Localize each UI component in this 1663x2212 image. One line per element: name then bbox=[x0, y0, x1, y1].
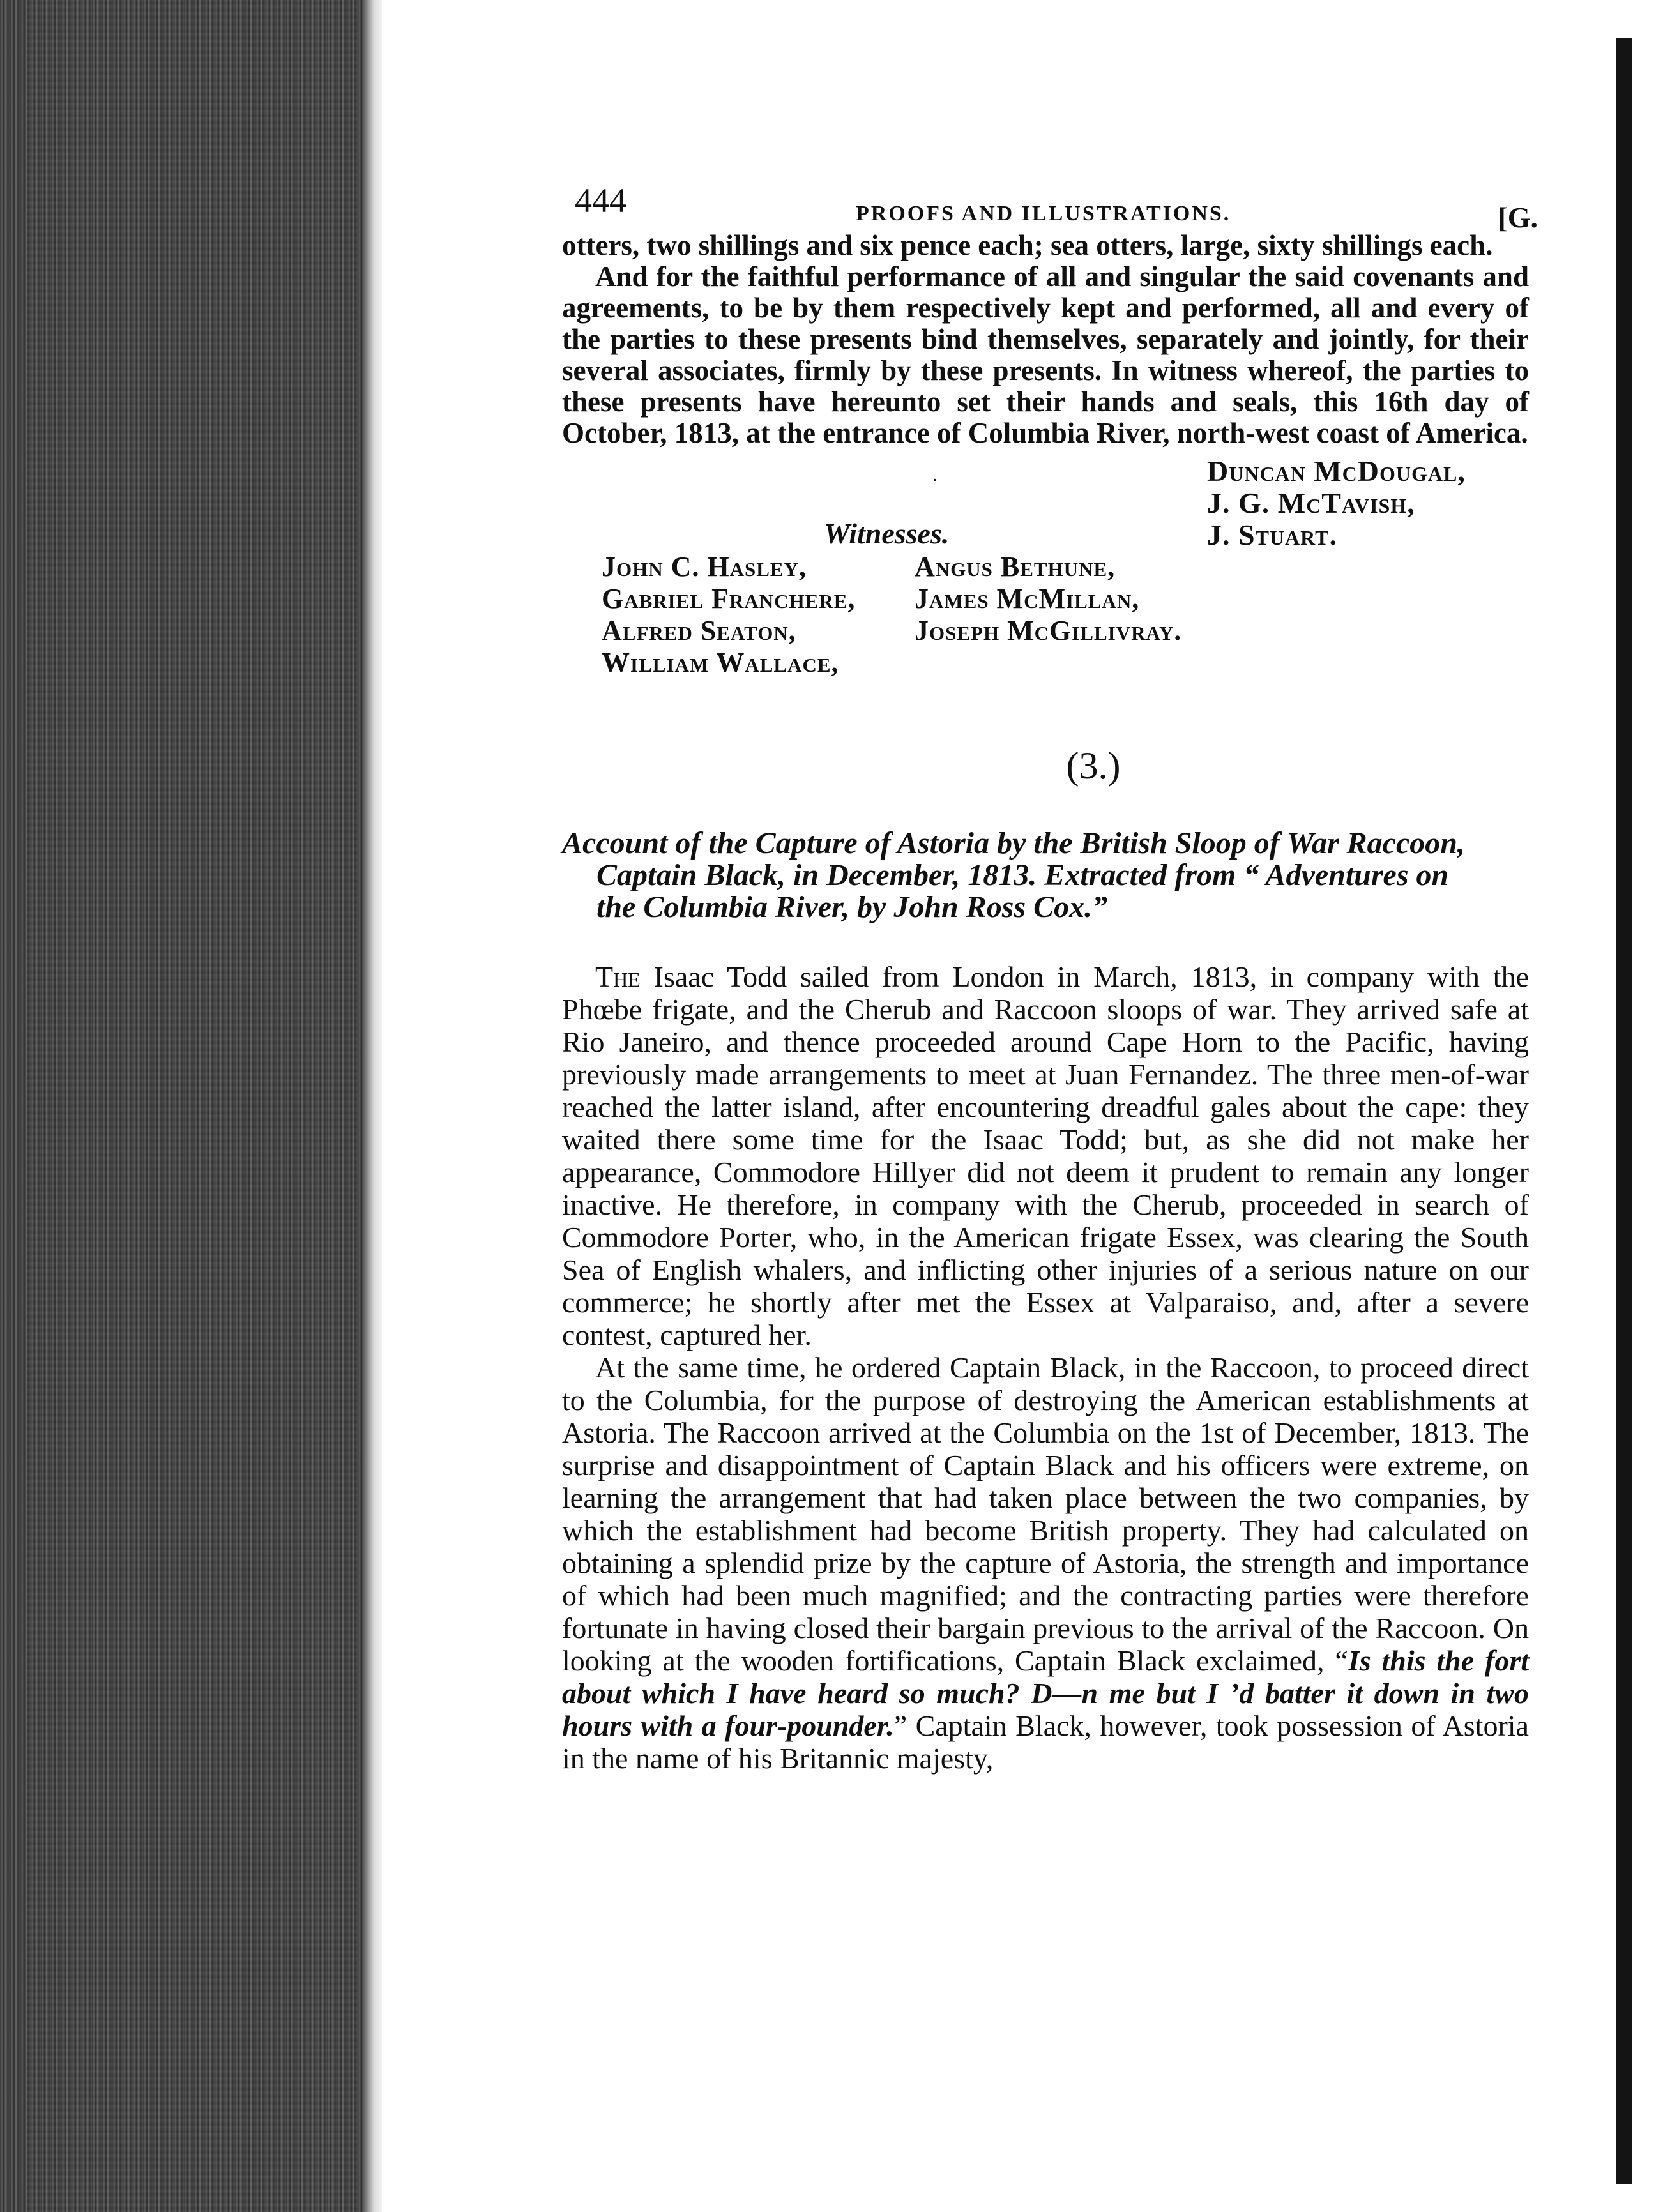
witness: James McMillan, bbox=[915, 583, 1140, 614]
paragraph: The Isaac Todd sailed from London in March, 1813, in company with the Phœbe frigate, and the Cherub and Raccoon sloops of war. They arrived safe at Rio Janeiro, and thence proceeded around Cape Horn to the Pacific, having previously made arrangements to meet at Juan Fernandez. The three men-of-war reached the latter island, after encountering dreadful gales about the cape: they waited there some time for the Isaac Todd; but, as she did not make her appearance, Commodore Hillyer did not deem it prudent to remain any longer inactive. He therefore, in company with the Cherub, proceeded in search of Commodore Porter, who, in the American frigate Essex, was clearing the South Sea of English whalers, and inflicting other injuries of a serious nature on our commerce; he shortly after met the Essex at Valparaiso, and, after a severe contest, captured her. bbox=[562, 960, 1529, 1351]
scan-border bbox=[1593, 0, 1663, 2212]
witness: Joseph McGillivray. bbox=[915, 615, 1182, 646]
section-mark: [G. bbox=[1498, 201, 1538, 234]
agreement-continuation: otters, two shillings and six pence each; sea otters, large, sixty shillings each. bbox=[562, 229, 1493, 261]
witness: Angus Bethune, bbox=[915, 551, 1116, 582]
book-edge bbox=[0, 0, 382, 2212]
page-number: 444 bbox=[575, 181, 626, 220]
witnesses-title: Witnesses. bbox=[824, 517, 950, 550]
book-page bbox=[562, 181, 1538, 1775]
lead-word: The bbox=[595, 960, 641, 993]
witness: Gabriel Franchere, bbox=[602, 583, 856, 614]
section-title bbox=[562, 828, 1529, 923]
witness: William Wallace, bbox=[602, 647, 839, 678]
section-number: (3.) bbox=[1066, 745, 1121, 787]
running-title: PROOFS AND ILLUSTRATIONS. bbox=[856, 202, 1231, 225]
body-text bbox=[562, 960, 1529, 1775]
signatory: J. Stuart. bbox=[1207, 519, 1337, 551]
witness: John C. Hasley, bbox=[602, 551, 807, 582]
page-header bbox=[562, 181, 1538, 234]
signatory: Duncan McDougal, bbox=[1207, 455, 1466, 487]
quotation: Is this the fort about which I have heard so much? D—n me but I ’d batter it down in two hours with a four-pounder. bbox=[562, 1644, 1529, 1742]
section-title-line: Captain Black, in December, 1813. Extracted from “ Adventures on bbox=[596, 858, 1449, 892]
signature-block: . Duncan McDougal, J. G. McTavish, J. Stuart. Witnesses. John C. Hasley, Gabriel Franchere, Alfred Seaton, William Wallace, Angus Bethune, James McMillan, Joseph McGillivray. bbox=[602, 455, 1466, 678]
section-title-line: the Columbia River, by John Ross Cox.” bbox=[596, 890, 1108, 924]
witness: Alfred Seaton, bbox=[602, 615, 796, 646]
signatory: J. G. McTavish, bbox=[1207, 487, 1415, 519]
section-title-line: Account of the Capture of Astoria by the British Sloop of War Raccoon, bbox=[562, 826, 1465, 860]
agreement-paragraph: And for the faithful performance of all and singular the said covenants and agreements, to be by them respectively kept and performed, all and every of the parties to these presents bind themselves, separately and jointly, for their several associates, firmly by these presents. In witness whereof, the parties to these presents have hereunto set their hands and seals, this 16th day of October, 1813, at the entrance of Columbia River, north-west coast of America. bbox=[562, 261, 1529, 449]
paragraph: At the same time, he ordered Captain Black, in the Raccoon, to proceed direct to the Columbia, for the purpose of destroying the American establishments at Astoria. The Raccoon arrived at the Columbia on the 1st of December, 1813. The surprise and disappointment of Captain Black and his officers were extreme, on learning the arrangement that had taken place between the two companies, by which the establishment had become British property. They had calculated on obtaining a splendid prize by the capture of Astoria, the strength and importance of which had been much magnified; and the contracting parties were therefore fortunate in having closed their bargain previous to the arrival of the Raccoon. On looking at the wooden fortifications, Captain Black exclaimed, “Is this the fort about which I have heard so much? D—n me but I ’d batter it down in two hours with a four-pounder.” Captain Black, however, took possession of Astoria in the name of his Britannic majesty, bbox=[562, 1351, 1529, 1775]
